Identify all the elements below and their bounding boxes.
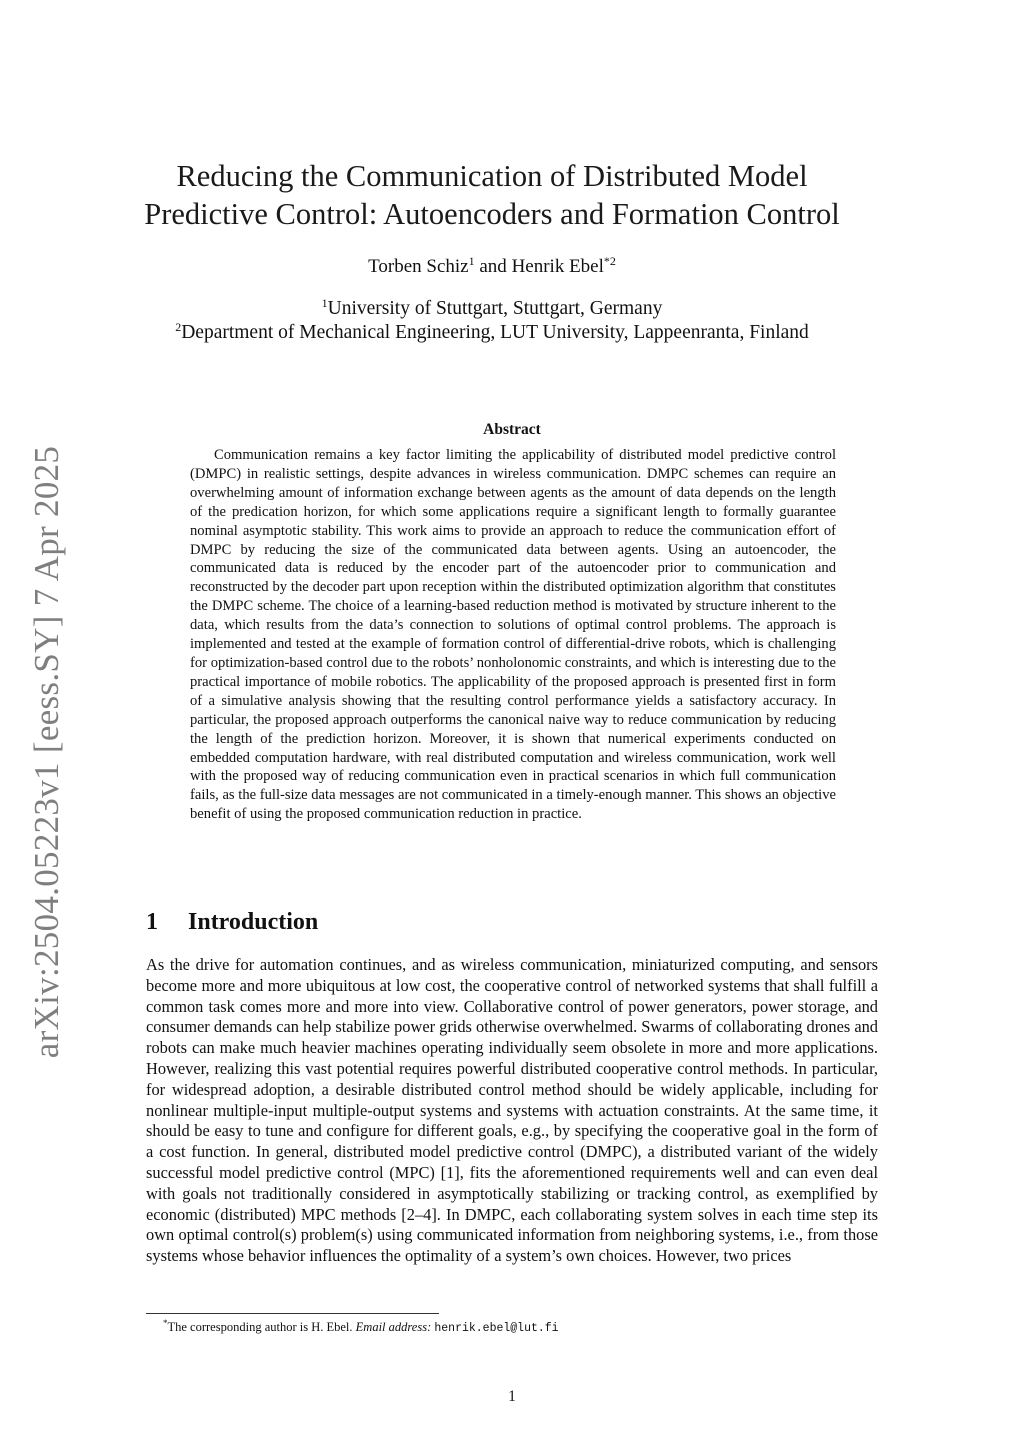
title-line-2: Predictive Control: Autoencoders and Formation Control [144, 197, 840, 231]
introduction-body: As the drive for automation continues, and as wireless communication, miniaturized computing, and sensors become more and more ubiquitous at low cost, the cooperative control of networked systems that shall fulfill a common task comes more and more into view. Collaborative control of power generators, power storage, and consumer demands can help stabilize power grids otherwise overwhelmed. Swarms of collaborating drones and robots can make much heavier machines operating individually seem obsolete in more and more applications. However, realizing this vast potential requires powerful distributed cooperative control methods. In particular, for widespread adoption, a desirable distributed control method should be widely applicable, including for nonlinear multiple-input multiple-output systems and systems with actuation constraints. At the same time, it should be easy to tune and configure for different goals, e.g., by specifying the cooperative goal in the form of a cost function. In general, distributed model predictive control (DMPC), a distributed variant of the widely successful model predictive control (MPC) [1], fits the aforementioned requirements well and can even deal with goals not traditionally considered in asymptotically stabilizing or tracking control, as exemplified by economic (distributed) MPC methods [2–4]. In DMPC, each collaborating system solves in each time step its own optimal control(s) problem(s) using communicated information from neighboring systems, i.e., from those systems whose behavior influences the optimality of a system’s own choices. However, two prices [146, 955, 878, 1266]
author-1-name: Torben Schiz [368, 256, 469, 277]
section-number: 1 [146, 909, 158, 935]
author-2-affiliation-mark: *2 [603, 254, 616, 268]
footnote-divider [146, 1313, 439, 1314]
author-list [130, 255, 854, 279]
footnote-email-label: Email address: [355, 1320, 435, 1334]
footnote-mark: * [163, 1318, 168, 1328]
footnote-text: The corresponding author is H. Ebel. [167, 1320, 356, 1334]
page-number: 1 [508, 1388, 516, 1405]
affiliation-2-mark: 2 [175, 320, 182, 334]
arxiv-identifier-stamp: arXiv:2504.05223v1 [eess.SY] 7 Apr 2025 [27, 445, 66, 1059]
paper-title [130, 157, 854, 233]
affiliation-2 [120, 321, 864, 345]
author-1-affiliation-mark: 1 [468, 254, 475, 268]
abstract-heading: Abstract [483, 421, 541, 438]
affiliation-1-mark: 1 [321, 296, 328, 310]
footnote [163, 1319, 559, 1337]
author-2-name: Henrik Ebel [511, 256, 604, 277]
affiliation-2-text: Department of Mechanical Engineering, LUT University, Lappeenranta, Finland [181, 322, 809, 343]
section-title: Introduction [188, 909, 319, 935]
abstract-body: Communication remains a key factor limiting the applicability of distributed model predictive control (DMPC) in realistic settings, despite advances in wireless communication. DMPC schemes can require an overwhelming amount of information exchange between agents as the amount of data depends on the length of the predication horizon, for which some applications require a significant length to formally guarantee nominal asymptotic stability. This work aims to provide an approach to reduce the communication effort of DMPC by reducing the size of the communicated data between agents. Using an autoencoder, the communicated data is reduced by the encoder part of the autoencoder prior to communication and reconstructed by the decoder part upon reception within the distributed optimization algorithm that constitutes the DMPC scheme. The choice of a learning-based reduction method is motivated by structure inherent to the data, which results from the data’s connection to solutions of optimal control problems. The approach is implemented and tested at the example of formation control of differential-drive robots, which is challenging for optimization-based control due to the robots’ nonholonomic constraints, and which is interesting due to the practical importance of mobile robotics. The applicability of the proposed approach is presented first in form of a simulative analysis showing that the resulting control performance yields a satisfactory accuracy. In particular, the proposed approach outperforms the canonical naive way to reduce communication by reducing the length of the prediction horizon. Moreover, it is shown that numerical experiments conducted on embedded computation hardware, with real distributed computation and wireless communication, work well with the proposed way of reducing communication even in practical scenarios in which full communication fails, as the full-size data messages are not communicated in a timely-enough manner. This shows an objective benefit of using the proposed communication reduction in practice. [190, 447, 836, 823]
title-line-1: Reducing the Communication of Distributed Model [176, 159, 808, 193]
author-conjunction: and [474, 256, 512, 277]
affiliation-1-text: University of Stuttgart, Stuttgart, Germany [327, 298, 663, 319]
affiliation-1 [120, 297, 864, 321]
footnote-email-link[interactable]: henrik.ebel@lut.fi [434, 1322, 559, 1335]
section-heading-introduction [146, 909, 318, 936]
